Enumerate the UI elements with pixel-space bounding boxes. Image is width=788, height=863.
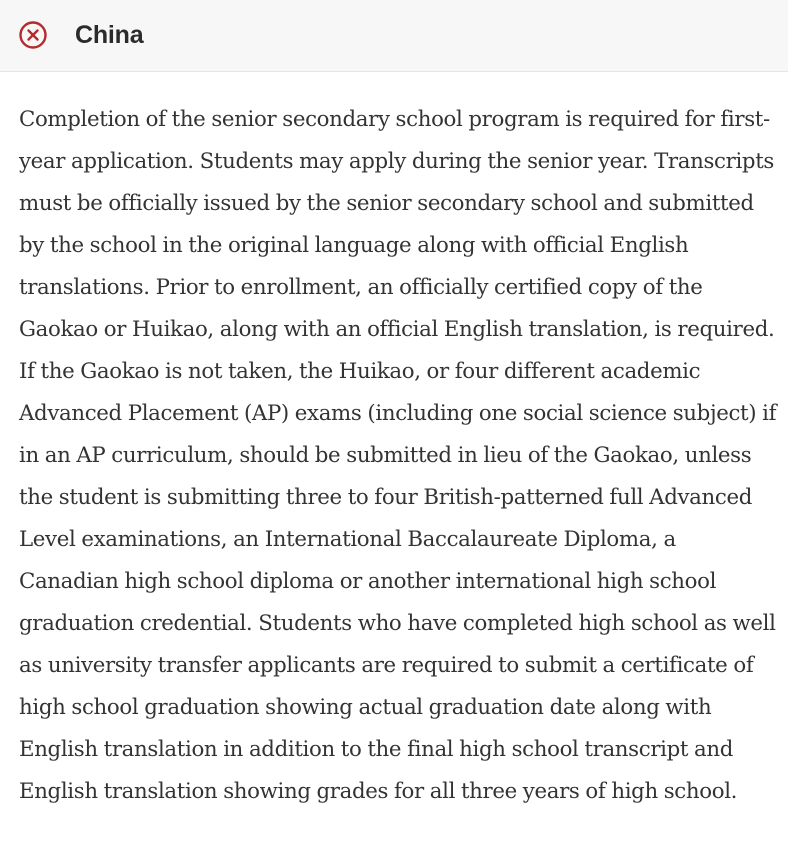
accordion-body	[19, 99, 781, 813]
close-circle-icon[interactable]	[18, 20, 48, 50]
accordion-header[interactable]	[0, 0, 788, 72]
section-body-text: Completion of the senior secondary school program is required for first-year application. Students may apply during the senior year. Transcripts must be officially issued by the senior secondary school and submitted by the school in the original language along with official English translations. Prior to enrollment, an officially certified copy of the Gaokao or Huikao, along with an official English translation, is required. If the Gaokao is not taken, the Huikao, or four different academic Advanced Placement (AP) exams (including one social science subject) if in an AP curriculum, should be submitted in lieu of the Gaokao, unless the student is submitting three to four British-patterned full Advanced Level examinations, an International Baccalaureate Diploma, a Canadian high school diploma or another international high school graduation credential. Students who have completed high school as well as university transfer applicants are required to submit a certificate of high school graduation showing actual graduation date along with English translation in addition to the final high school transcript and English translation showing grades for all three years of high school.	[19, 107, 777, 804]
section-title: China	[75, 20, 144, 49]
